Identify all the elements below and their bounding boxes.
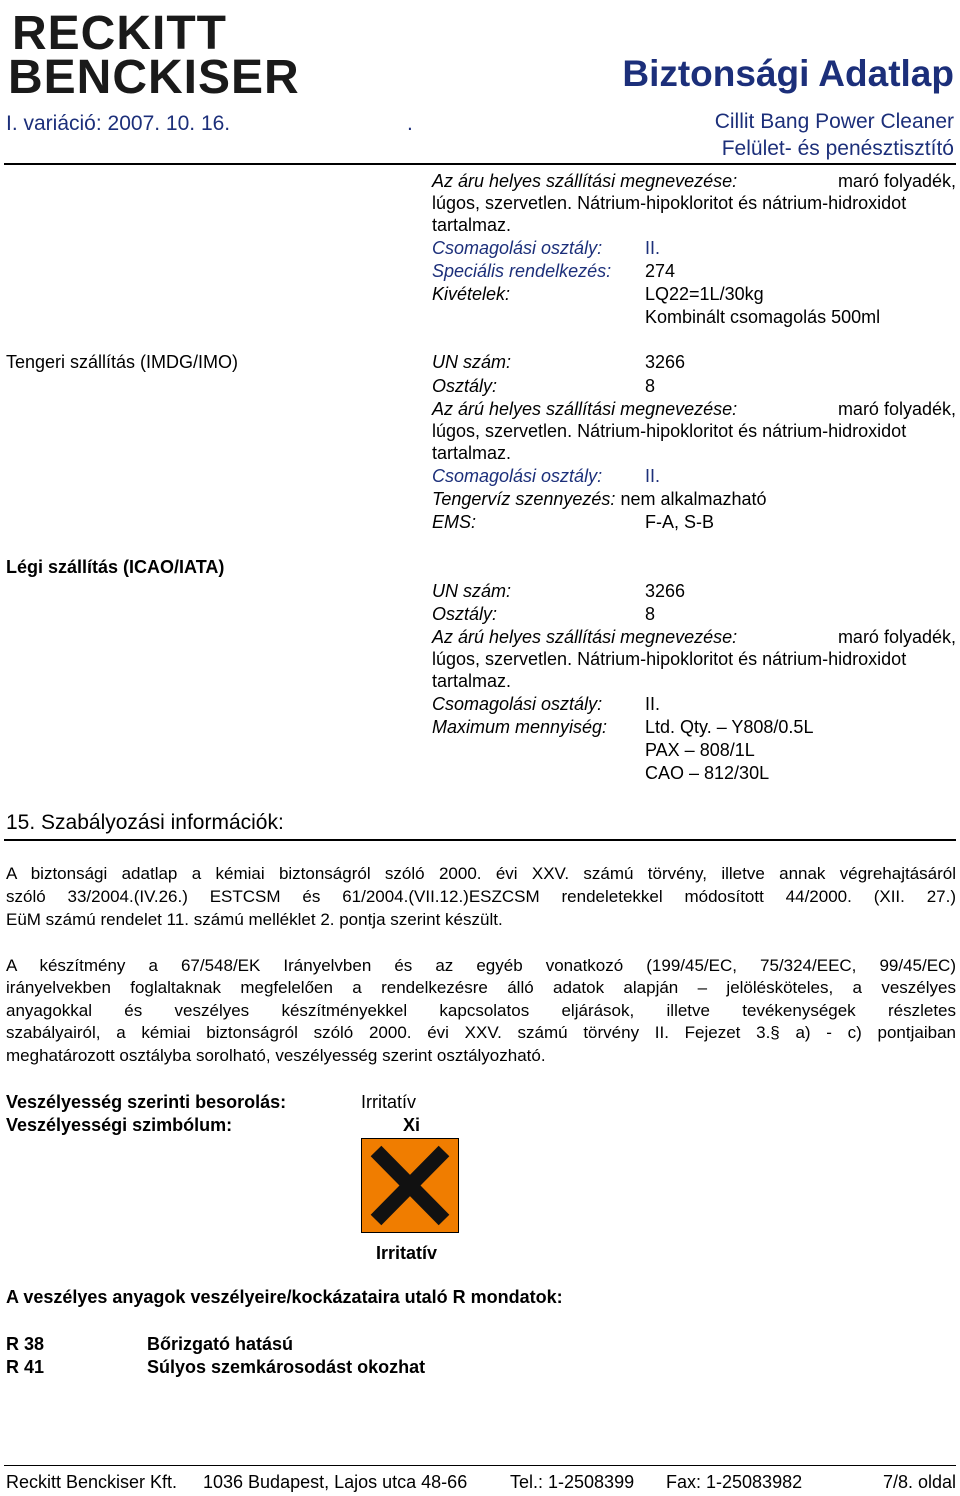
header-dot: . xyxy=(407,112,413,135)
sea-pack-label: Csomagolási osztály: xyxy=(432,466,603,486)
sea-class-value: 8 xyxy=(645,376,656,396)
air-pack-label: Csomagolási osztály: xyxy=(432,694,603,714)
symbol-label: Veszélyességi szimbólum: xyxy=(6,1115,233,1135)
section15-divider xyxy=(4,839,956,841)
air-max-value1: Ltd. Qty. – Y808/0.5L xyxy=(645,717,814,737)
footer-address: 1036 Budapest, Lajos utca 48-66 xyxy=(203,1472,468,1492)
air-un-label: UN szám: xyxy=(432,581,512,601)
air-name-row xyxy=(432,626,956,648)
sea-un-label: UN szám: xyxy=(432,352,512,372)
air-name-label: Az árú helyes szállítási megnevezése: xyxy=(432,627,738,647)
road-exceptions-label: Kivételek: xyxy=(432,284,511,304)
sea-pollution-label: Tengervíz szennyezés: xyxy=(432,489,616,509)
sea-class-label: Osztály: xyxy=(432,376,498,396)
product-name: Cillit Bang Power Cleaner xyxy=(714,110,954,133)
para2-line4: szabályairól, a kémiai biztonságról szóló 2000. évi XXV. számú törvény II. Fejezet 3.§ a) - c) pontjaiban xyxy=(6,1023,956,1042)
air-name-line3: tartalmaz. xyxy=(432,671,512,691)
air-max-value2: PAX – 808/1L xyxy=(645,740,755,760)
air-title: Légi szállítás (ICAO/IATA) xyxy=(6,557,225,577)
road-pack-label: Csomagolási osztály: xyxy=(432,238,603,258)
footer-company: Reckitt Benckiser Kft. xyxy=(6,1472,178,1492)
air-max-value3: CAO – 812/30L xyxy=(645,763,770,783)
r-phrases-heading: A veszélyes anyagok veszélyeire/kockázataira utaló R mondatok: xyxy=(6,1287,563,1307)
para1-line2: szóló 33/2004.(IV.26.) ESTCSM és 61/2004.(VII.12.)ESZCSM rendeletekkel módosított 44/2000. (XII. 27.) xyxy=(6,887,956,906)
sea-name-line2: lúgos, szervetlen. Nátrium-hipokloritot és nátrium-hidroxidot xyxy=(432,421,907,441)
sea-ems-value: F-A, S-B xyxy=(645,512,715,532)
irritant-symbol-icon xyxy=(361,1138,459,1233)
product-type: Felület- és penésztisztító xyxy=(721,137,954,160)
sea-pack-value: II. xyxy=(645,466,661,486)
road-name-line3: tartalmaz. xyxy=(432,215,512,235)
road-name-row xyxy=(432,170,956,192)
symbol-caption: Irritatív xyxy=(376,1243,438,1263)
road-exceptions-value1: LQ22=1L/30kg xyxy=(645,284,764,304)
air-name-line2: lúgos, szervetlen. Nátrium-hipokloritot és nátrium-hidroxidot xyxy=(432,649,907,669)
air-un-value: 3266 xyxy=(645,581,686,601)
sea-name-line3: tartalmaz. xyxy=(432,443,512,463)
footer-page-number: 7/8. oldal xyxy=(882,1472,956,1492)
r-phrase-code: R 38 xyxy=(6,1334,45,1354)
sea-name-label: Az árú helyes szállítási megnevezése: xyxy=(432,399,738,419)
r-phrase-code: R 41 xyxy=(6,1357,45,1377)
para1-line3: EüM számú rendelet 11. számú melléklet 2. pontja szerint készült. xyxy=(6,910,503,929)
sea-pollution-value: nem alkalmazható xyxy=(620,489,767,509)
road-pack-value: II. xyxy=(645,238,661,258)
footer-divider xyxy=(4,1465,956,1466)
para1-line1: A biztonsági adatlap a kémiai biztonságról szóló 2000. évi XXV. számú törvény, illetve annak végrehajtásáról xyxy=(6,864,956,883)
road-special-value: 274 xyxy=(645,261,676,281)
document-title: Biztonsági Adatlap xyxy=(622,53,954,94)
air-pack-value: II. xyxy=(645,694,661,714)
logo-text-line2: BENCKISER xyxy=(8,51,300,104)
classification-value: Irritatív xyxy=(361,1092,417,1112)
road-name-line2: lúgos, szervetlen. Nátrium-hipokloritot és nátrium-hidroxidot xyxy=(432,193,907,213)
sea-pollution-row xyxy=(432,488,767,510)
header-divider xyxy=(4,163,956,165)
footer-phone: Tel.: 1-2508399 xyxy=(510,1472,635,1492)
para2-line3: anyagokkal és veszélyes készítményekkel kapcsolatos eljárások, illetve tevékenységek részletes xyxy=(6,1001,956,1020)
air-max-label: Maximum mennyiség: xyxy=(432,717,608,737)
para2-line2: irányelvekben foglaltaknak megfelelően a rendelkezésre álló adatok alapján – jelölésköteles, a veszélyes xyxy=(6,978,956,997)
classification-label: Veszélyesség szerinti besorolás: xyxy=(6,1092,287,1112)
para2-line5: meghatározott osztályba sorolható, veszélyesség szerint osztályozható. xyxy=(6,1046,546,1065)
air-name-value: maró folyadék, xyxy=(837,627,956,647)
air-class-label: Osztály: xyxy=(432,604,498,624)
company-logo xyxy=(8,7,300,104)
air-class-value: 8 xyxy=(645,604,656,624)
para2-line1: A készítmény a 67/548/EK Irányelvben és az egyéb vonatkozó (199/45/EC, 75/324/EEC, 99/45/EC) xyxy=(6,956,956,975)
r-phrase-text: Súlyos szemkárosodást okozhat xyxy=(147,1357,426,1377)
r-phrase-text: Bőrizgató hatású xyxy=(147,1334,294,1354)
sea-un-value: 3266 xyxy=(645,352,686,372)
footer-fax: Fax: 1-25083982 xyxy=(666,1472,803,1492)
road-exceptions-value2: Kombinált csomagolás 500ml xyxy=(645,307,881,327)
road-name-label: Az áru helyes szállítási megnevezése: xyxy=(432,171,738,191)
section15-title: 15. Szabályozási információk: xyxy=(6,811,284,834)
sea-title: Tengeri szállítás (IMDG/IMO) xyxy=(6,352,239,372)
logo-text-line1: RECKITT xyxy=(12,7,227,60)
sea-name-value: maró folyadék, xyxy=(837,399,956,419)
road-name-value: maró folyadék, xyxy=(837,171,956,191)
sea-name-row xyxy=(432,398,956,420)
road-special-label: Speciális rendelkezés: xyxy=(432,261,612,281)
symbol-value: Xi xyxy=(403,1115,421,1135)
version-label: I. variáció: 2007. 10. 16. xyxy=(6,112,231,135)
sea-ems-label: EMS: xyxy=(432,512,477,532)
